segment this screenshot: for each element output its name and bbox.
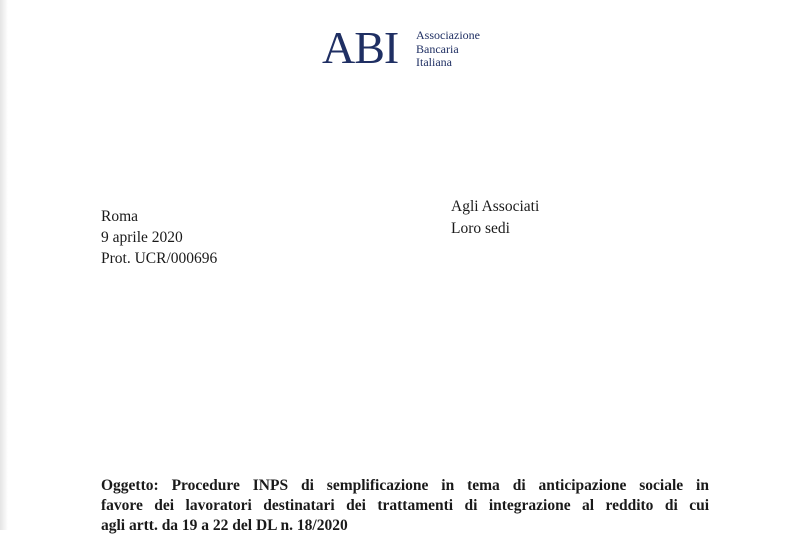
subject-heading — [101, 476, 709, 536]
subject-line: favore dei lavoratori destinatari dei trattamenti di integrazione al reddito di cui — [101, 497, 709, 514]
recipient-line: Agli Associati — [451, 198, 540, 215]
subject-line: agli artt. da 19 a 22 del DL n. 18/2020 — [101, 517, 348, 534]
logo-line: Italiana — [416, 55, 452, 69]
logo-wordmark — [416, 29, 506, 70]
sender-city: Roma — [101, 208, 139, 225]
protocol-number: Prot. UCR/000696 — [101, 250, 218, 267]
recipient-line: Loro sedi — [451, 220, 510, 237]
logo-line: Bancaria — [416, 41, 459, 56]
page-edge-shadow — [0, 0, 8, 530]
logo-acronym: ABI — [322, 22, 399, 73]
recipient-block — [451, 196, 539, 240]
logo-line: Associazione — [416, 28, 480, 42]
letter-date: 9 aprile 2020 — [101, 229, 183, 246]
subject-line: Oggetto: Procedure INPS di semplificazione in tema di anticipazione sociale in — [101, 477, 709, 494]
sender-block — [101, 206, 217, 269]
